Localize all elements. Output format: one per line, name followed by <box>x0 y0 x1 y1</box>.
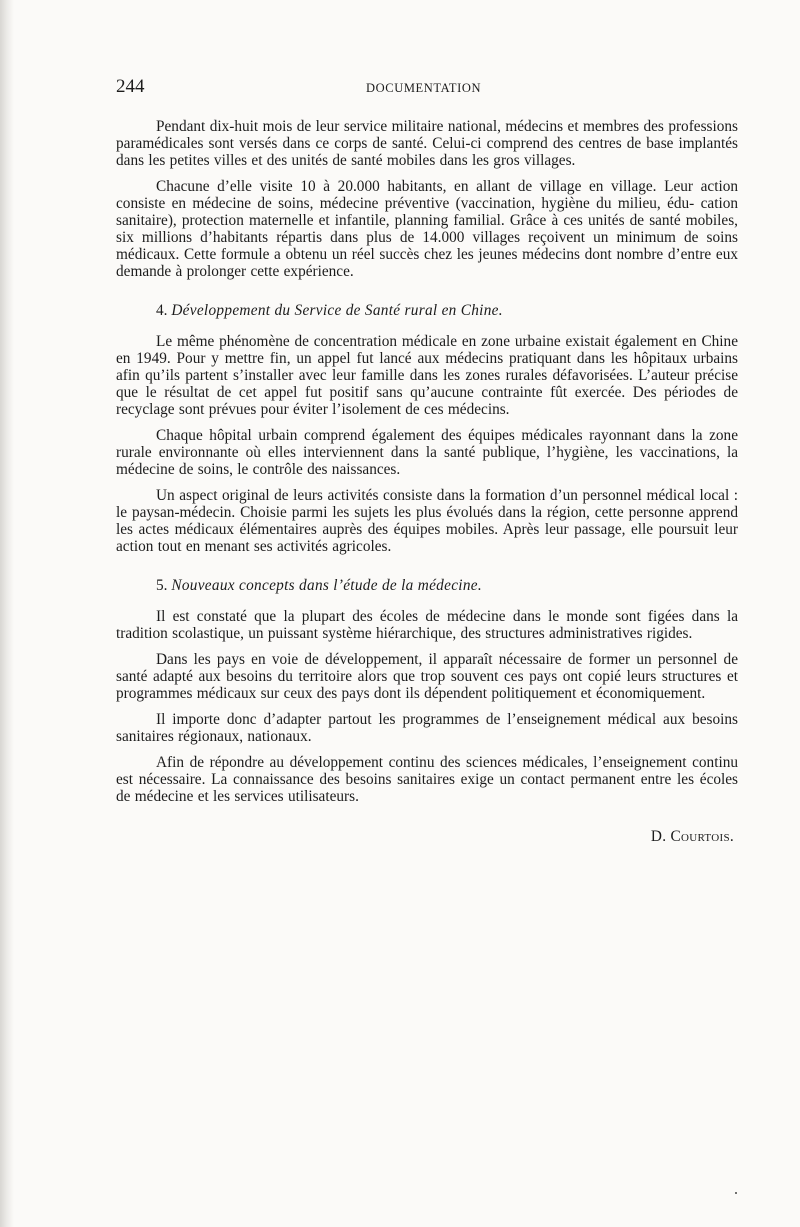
section-heading-4 <box>116 302 738 319</box>
running-title: DOCUMENTATION <box>366 81 482 95</box>
section-number: 5. <box>156 577 168 594</box>
page-edge-shadow <box>0 0 14 1227</box>
author-initial: D. <box>650 828 667 845</box>
paragraph: Il est constaté que la plupart des écoles de médecine dans le monde sont figées dans la tradition scolastique, un puissant système hiérarchique, des structures administratives rigides. <box>116 608 738 642</box>
section-number: 4. <box>156 302 168 319</box>
print-speck <box>735 1192 737 1194</box>
page-header <box>116 76 716 100</box>
paragraph: Il importe donc d’adapter partout les programmes de l’enseignement médical aux besoins sanitaires régionaux, nationaux. <box>116 711 738 745</box>
section-heading-5 <box>116 577 738 594</box>
section-title: Développement du Service de Santé rural en Chine. <box>171 302 503 319</box>
article-body <box>116 118 738 846</box>
paragraph: Afin de répondre au développement continu des sciences médicales, l’enseignement continu est nécessaire. La connaissance des besoins sanitaires exige un contact permanent entre les écoles de médecine et les services utilisateurs. <box>116 754 738 805</box>
author-signature <box>116 828 734 846</box>
section-title: Nouveaux concepts dans l’étude de la médecine. <box>171 577 483 594</box>
paragraph: Pendant dix-huit mois de leur service militaire national, médecins et membres des professions paramédicales sont versés dans ce corps de santé. Celui-ci comprend des centres de base implantés dans les petites villes et des unités de santé mobiles dans les gros villages. <box>116 118 738 169</box>
author-surname: Courtois. <box>670 828 734 845</box>
paragraph: Chaque hôpital urbain comprend également des équipes médicales rayonnant dans la zone rurale environnante où elles interviennent dans la santé publique, l’hygiène, les vaccinations, la médecine de soins, le contrôle des naissances. <box>116 427 738 478</box>
paragraph: Le même phénomène de concentration médicale en zone urbaine existait également en Chine en 1949. Pour y mettre fin, un appel fut lancé aux médecins pratiquant dans les hôpitaux urbains afin qu’ils partent s’installer avec leur famille dans les zones rurales défavorisées. L’auteur précise que le résultat de cet appel fut positif sans qu’aucune contrainte fût exercée. Des périodes de recyclage sont prévues pour éviter l’isolement de ces médecins. <box>116 333 738 418</box>
page-number: 244 <box>116 76 145 97</box>
paragraph: Un aspect original de leurs activités consiste dans la formation d’un personnel médical local : le paysan-médecin. Choisie parmi les sujets les plus évolués dans la région, cette personne apprend les actes médicaux élémentaires auprès des équipes mobiles. Après leur passage, elle poursuit leur action tout en menant ses activités agricoles. <box>116 487 738 555</box>
paragraph: Chacune d’elle visite 10 à 20.000 habitants, en allant de village en village. Leur action consiste en médecine de soins, médecine préventive (vaccination, hygiène du milieu, édu- cation sanitaire), protection maternelle et infantile, planning familial. Grâce à ces unités de santé mobiles, six millions d’habitants répartis dans plus de 14.000 villages reçoivent un minimum de soins médicaux. Cette formule a obtenu un réel succès chez les jeunes médecins dont nombre d’entre eux demande à prolonger cette expérience. <box>116 178 738 280</box>
paragraph: Dans les pays en voie de développement, il apparaît nécessaire de former un personnel de santé adapté aux besoins du territoire alors que trop souvent ces pays ont copié leurs structures et programmes médicaux sur ceux des pays dont ils dépendent politiquement et économiquement. <box>116 651 738 702</box>
